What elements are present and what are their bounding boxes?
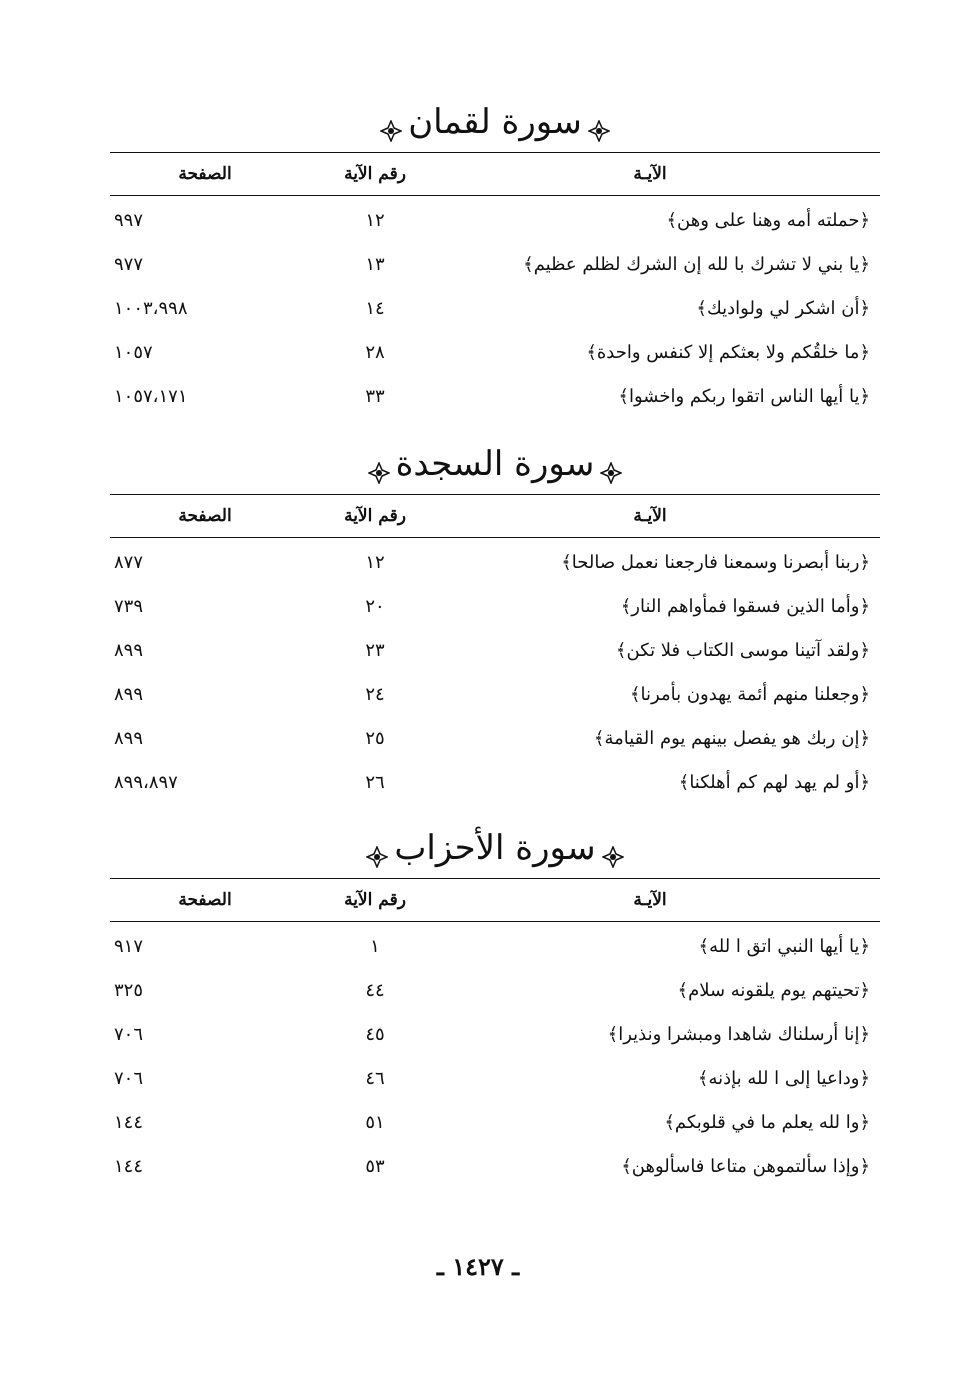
table-header: [110, 494, 880, 538]
header-ayah-number: رقم الآية: [344, 506, 406, 526]
ayah-text: ﴿وا لله يعلم ما في قلوبكم﴾: [664, 1112, 870, 1133]
surah-section-ahzab: [110, 818, 880, 1189]
ayah-text: ﴿أن اشكر لي ولواديك﴾: [696, 298, 870, 319]
table-row: [110, 673, 880, 717]
table-row: [110, 585, 880, 629]
table-body: [110, 199, 880, 419]
page-ref: ٣٢٥: [114, 980, 144, 1001]
surah-title: [110, 818, 880, 878]
page-ref: ١٠٠٣،٩٩٨: [114, 298, 188, 319]
page-number: ـ ١٤٢٧ ـ: [436, 1252, 520, 1281]
table-row: [110, 541, 880, 585]
surah-section-luqman: [110, 92, 880, 419]
ayah-number: ٢٠: [365, 596, 385, 617]
header-page: الصفحة: [178, 890, 232, 910]
page-ref: ٧٠٦: [114, 1068, 144, 1089]
page-ref: ١٠٥٧،١٧١: [114, 386, 188, 407]
ayah-text: ﴿وجعلنا منهم أئمة يهدون بأمرنا﴾: [629, 684, 870, 705]
ayah-text: ﴿يا بني لا تشرك با لله إن الشرك لظلم عظيم﴾: [523, 254, 870, 275]
header-ayah: الآيـة: [633, 164, 667, 184]
ayah-text: ﴿يا أيها النبي اتق ا لله﴾: [698, 936, 870, 957]
surah-title: [110, 92, 880, 152]
table-row: [110, 1013, 880, 1057]
ayah-text: ﴿وداعيا إلى ا لله بإذنه﴾: [697, 1068, 870, 1089]
page-ref: ٨٩٩: [114, 684, 144, 705]
surah-title: [110, 434, 880, 494]
header-ayah: الآيـة: [633, 890, 667, 910]
page-ref: ٨٧٧: [114, 552, 144, 573]
page-ref: ١٤٤: [114, 1156, 144, 1177]
page-ref: ٨٩٩: [114, 728, 144, 749]
ayah-number: ٤٤: [365, 980, 385, 1001]
table-header: [110, 878, 880, 922]
ayah-text: ﴿إنا أرسلناك شاهدا ومبشرا ونذيرا﴾: [607, 1024, 870, 1045]
table-row: [110, 375, 880, 419]
ayah-number: ١٢: [365, 552, 385, 573]
table-row: [110, 969, 880, 1013]
table-row: [110, 331, 880, 375]
ayah-number: ٢٦: [365, 772, 385, 793]
table-row: [110, 717, 880, 761]
ayah-text: ﴿أو لم يهد لهم كم أهلكنا﴾: [678, 772, 870, 793]
ornament-icon: [600, 453, 622, 475]
ornament-icon: [602, 837, 624, 859]
ayah-number: ٢٤: [365, 684, 385, 705]
table-header: [110, 152, 880, 196]
ayah-number: ٤٦: [365, 1068, 385, 1089]
ornament-icon: [380, 111, 402, 133]
surah-section-sajdah: [110, 434, 880, 805]
table-row: [110, 1145, 880, 1189]
ayah-text: ﴿إن ربك هو يفصل بينهم يوم القيامة﴾: [593, 728, 870, 749]
ayah-number: ٢٣: [365, 640, 385, 661]
ayah-text: ﴿يا أيها الناس اتقوا ربكم واخشوا﴾: [618, 386, 870, 407]
page-ref: ٩٧٧: [114, 254, 144, 275]
ayah-text: ﴿ربنا أبصرنا وسمعنا فارجعنا نعمل صالحا﴾: [561, 552, 870, 573]
table-row: [110, 199, 880, 243]
table-body: [110, 541, 880, 805]
page-ref: ٨٩٩،٨٩٧: [114, 772, 178, 793]
table-row: [110, 1057, 880, 1101]
table-body: [110, 925, 880, 1189]
ayah-number: ١٣: [365, 254, 385, 275]
page-ref: ٩٩٧: [114, 210, 144, 231]
page-ref: ١٤٤: [114, 1112, 144, 1133]
header-ayah-number: رقم الآية: [344, 890, 406, 910]
ayah-number: ٢٨: [365, 342, 385, 363]
table-row: [110, 1101, 880, 1145]
table-row: [110, 761, 880, 805]
ayah-text: ﴿وأما الذين فسقوا فمأواهم النار﴾: [620, 596, 870, 617]
ornament-icon: [588, 111, 610, 133]
ayah-number: ٢٥: [365, 728, 385, 749]
header-ayah: الآيـة: [633, 506, 667, 526]
page-ref: ٧٠٦: [114, 1024, 144, 1045]
table-row: [110, 925, 880, 969]
page-ref: ١٠٥٧: [114, 342, 153, 363]
ayah-number: ١: [370, 936, 380, 957]
header-page: الصفحة: [178, 164, 232, 184]
table-row: [110, 629, 880, 673]
header-ayah-number: رقم الآية: [344, 164, 406, 184]
ayah-number: ٥٣: [365, 1156, 385, 1177]
ayah-text: ﴿ولقد آتينا موسى الكتاب فلا تكن﴾: [615, 640, 870, 661]
table-row: [110, 243, 880, 287]
surah-title-text: سورة السجدة: [395, 444, 595, 484]
ayah-number: ٣٣: [365, 386, 385, 407]
ayah-text: ﴿ما خلقُكم ولا بعثكم إلا كنفس واحدة﴾: [586, 342, 870, 363]
ayah-text: ﴿وإذا سألتموهن متاعا فاسألوهن﴾: [621, 1156, 870, 1177]
ornament-icon: [366, 837, 388, 859]
surah-title-text: سورة لقمان: [408, 102, 582, 142]
table-row: [110, 287, 880, 331]
surah-title-text: سورة الأحزاب: [394, 828, 596, 868]
ayah-number: ١٤: [365, 298, 385, 319]
ayah-number: ١٢: [365, 210, 385, 231]
ayah-number: ٥١: [365, 1112, 385, 1133]
header-page: الصفحة: [178, 506, 232, 526]
page-ref: ٧٣٩: [114, 596, 144, 617]
ayah-number: ٤٥: [365, 1024, 385, 1045]
page-ref: ٨٩٩: [114, 640, 144, 661]
ornament-icon: [368, 453, 390, 475]
page-ref: ٩١٧: [114, 936, 144, 957]
ayah-text: ﴿حملته أمه وهنا على وهن﴾: [666, 210, 870, 231]
ayah-text: ﴿تحيتهم يوم يلقونه سلام﴾: [677, 980, 870, 1001]
